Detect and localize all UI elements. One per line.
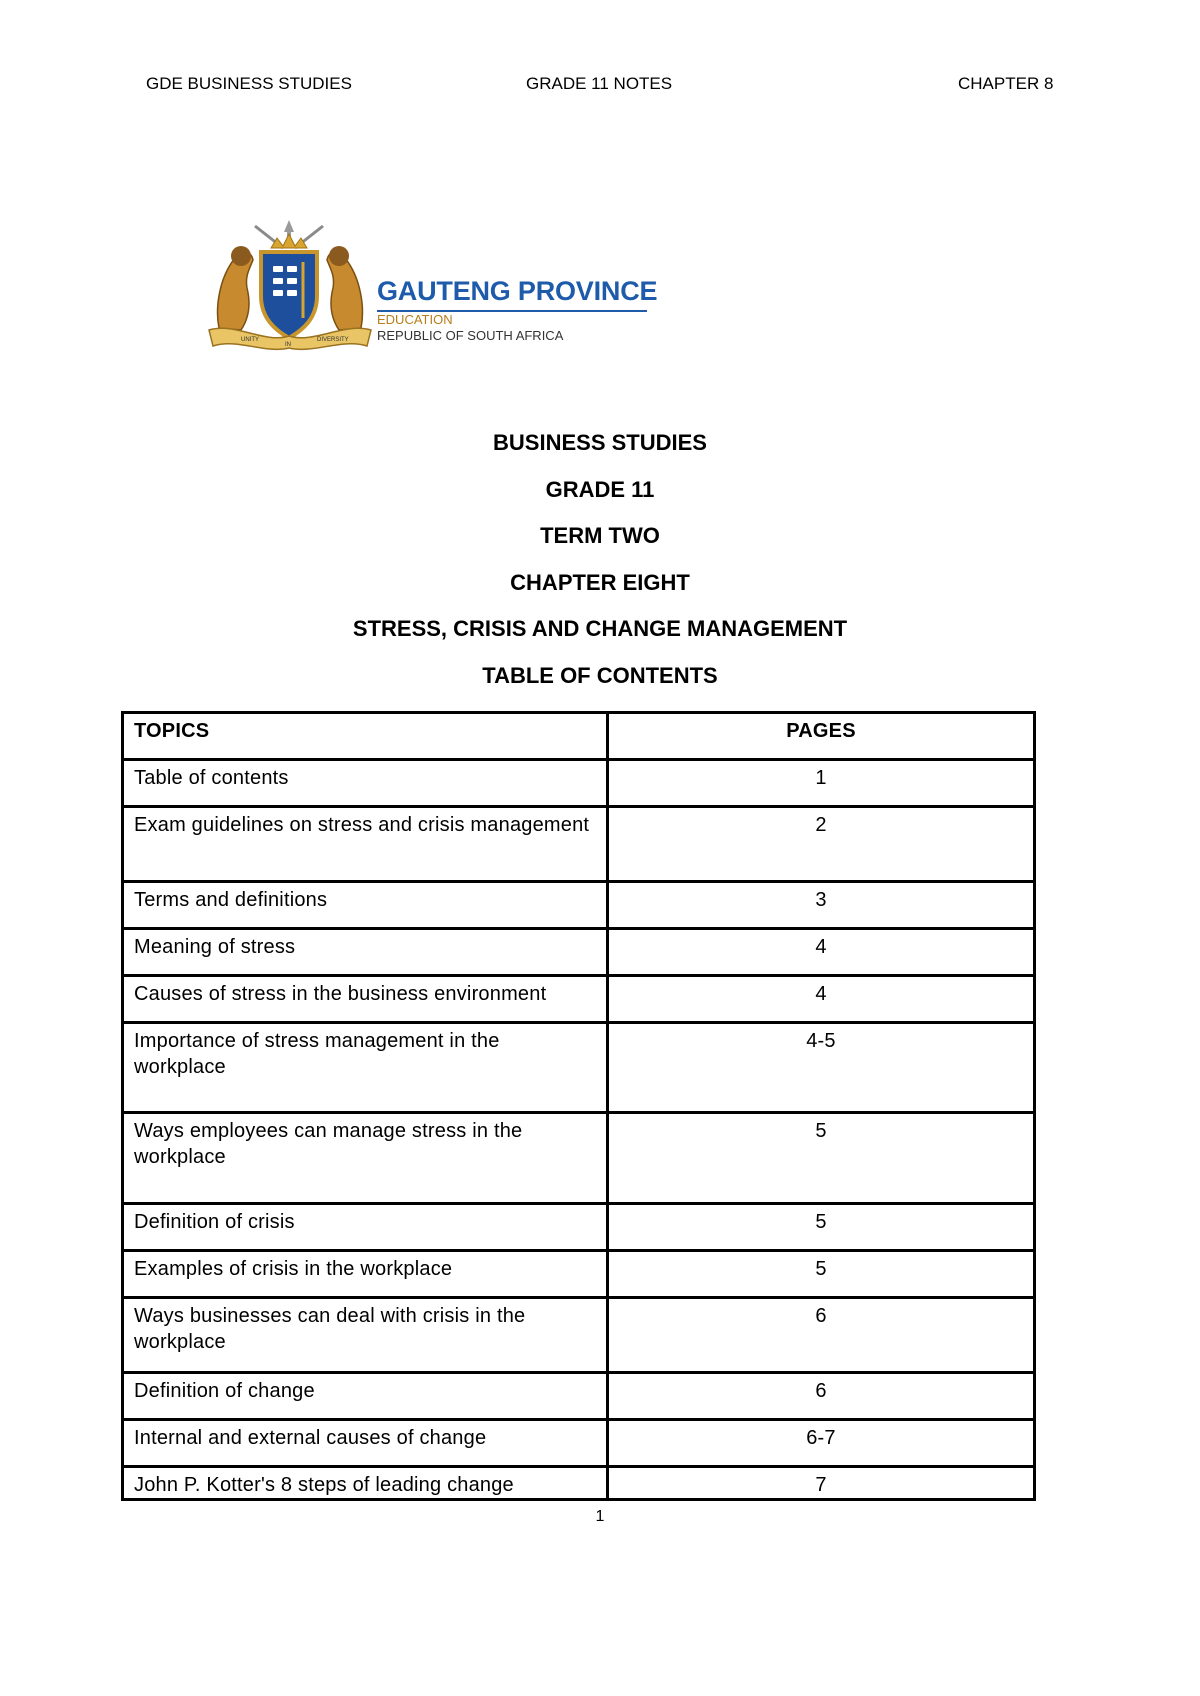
title-toc: TABLE OF CONTENTS <box>482 662 718 688</box>
title-subject: BUSINESS STUDIES <box>493 430 707 455</box>
table-row <box>123 1113 1035 1204</box>
row-topic: Definition of crisis <box>123 1204 608 1251</box>
table-row <box>123 929 1035 976</box>
row-pages: 5 <box>608 1204 1035 1251</box>
row-pages: 6 <box>608 1298 1035 1373</box>
row-pages: 2 <box>608 807 1035 882</box>
table-row <box>123 1373 1035 1420</box>
title-topic: STRESS, CRISIS AND CHANGE MANAGEMENT <box>352 616 848 641</box>
row-pages: 4-5 <box>608 1023 1035 1113</box>
header-subject: GDE BUSINESS STUDIES <box>146 74 352 93</box>
title-chapter: CHAPTER EIGHT <box>510 569 690 595</box>
row-topic: Definition of change <box>123 1373 608 1420</box>
header-pages: PAGES <box>608 713 1035 760</box>
table-row <box>123 882 1035 929</box>
row-pages: 4 <box>608 976 1035 1023</box>
table-row <box>123 1467 1035 1500</box>
title-grade: GRADE 11 <box>545 476 655 502</box>
table-row <box>123 1298 1035 1373</box>
row-topic: Causes of stress in the business environment <box>123 976 608 1023</box>
row-pages: 5 <box>608 1251 1035 1298</box>
table-row <box>123 760 1035 807</box>
row-pages: 7 <box>608 1467 1035 1500</box>
logo-province-name: GAUTENG PROVINCE <box>377 276 658 306</box>
row-topic: Internal and external causes of change <box>123 1420 608 1467</box>
table-of-contents <box>121 711 1036 1501</box>
table-row <box>123 976 1035 1023</box>
document-titles <box>0 430 1200 709</box>
row-topic: Examples of crisis in the workplace <box>123 1251 608 1298</box>
row-pages: 3 <box>608 882 1035 929</box>
row-topic: Meaning of stress <box>123 929 608 976</box>
table-row <box>123 807 1035 882</box>
header-topics: TOPICS <box>123 713 608 760</box>
header-notes: GRADE 11 NOTES <box>526 74 673 93</box>
row-topic: Importance of stress management in the workplace <box>123 1023 608 1113</box>
table-header-row <box>123 713 1035 760</box>
title-term: TERM TWO <box>540 523 660 548</box>
coat-of-arms-icon <box>205 218 375 354</box>
table-row <box>123 1420 1035 1467</box>
row-topic: Exam guidelines on stress and crisis management <box>123 807 608 882</box>
row-topic: Ways businesses can deal with crisis in the workplace <box>123 1298 608 1373</box>
logo-country: REPUBLIC OF SOUTH AFRICA <box>377 328 564 343</box>
row-pages: 5 <box>608 1113 1035 1204</box>
row-pages: 6 <box>608 1373 1035 1420</box>
logo-department: EDUCATION <box>377 312 453 327</box>
header-chapter: CHAPTER 8 <box>958 74 1054 93</box>
motto-center-text: IN <box>285 342 291 348</box>
table-row <box>123 1023 1035 1113</box>
row-topic: Table of contents <box>123 760 608 807</box>
page-number: 1 <box>595 1508 605 1525</box>
row-pages: 1 <box>608 760 1035 807</box>
row-topic: John P. Kotter's 8 steps of leading change <box>123 1467 608 1500</box>
row-topic: Terms and definitions <box>123 882 608 929</box>
row-pages: 6-7 <box>608 1420 1035 1467</box>
page-header <box>0 74 1200 98</box>
gauteng-logo <box>205 218 658 354</box>
table-row <box>123 1251 1035 1298</box>
motto-left-text: UNITY <box>241 337 259 343</box>
row-pages: 4 <box>608 929 1035 976</box>
table-row <box>123 1204 1035 1251</box>
motto-right-text: DIVERSITY <box>317 337 349 343</box>
row-topic: Ways employees can manage stress in the workplace <box>123 1113 608 1204</box>
